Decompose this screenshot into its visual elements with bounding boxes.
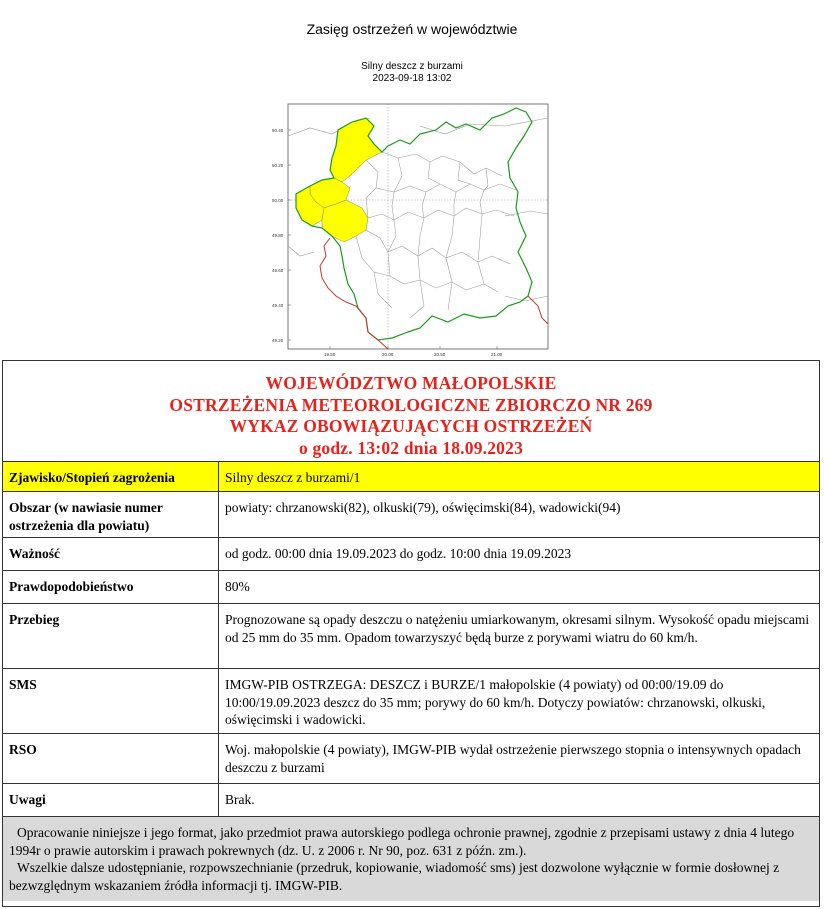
row-label: Uwagi (3, 784, 219, 816)
row-label: Zjawisko/Stopień zagrożenia (3, 462, 219, 491)
page-title: Zasięg ostrzeżeń w województwie (306, 21, 518, 37)
lon-label: 20.50 (434, 352, 446, 357)
row-value: Brak. (225, 792, 255, 807)
lon-label: 19.50 (324, 352, 336, 357)
row-area (3, 492, 819, 538)
warning-header (3, 361, 819, 462)
row-label: Prawdopodobieństwo (3, 571, 219, 603)
lon-label: 20.00 (382, 352, 394, 357)
map-subtitle: Silny deszcz z burzami (361, 61, 463, 72)
copyright-footer (3, 817, 819, 901)
row-label: Ważność (3, 538, 219, 570)
header-title: OSTRZEŻENIA METEOROLOGICZNE ZBIORCZO NR 269 (169, 394, 653, 415)
row-value: 80% (225, 579, 250, 594)
row-label: SMS (3, 669, 219, 733)
warning-map (270, 96, 560, 358)
row-label: Przebieg (3, 604, 219, 668)
row-label: RSO (3, 734, 219, 783)
row-probability (3, 571, 819, 604)
lat-label: 50.40 (272, 128, 284, 133)
lat-label: 50.00 (272, 198, 284, 203)
row-value: od godz. 00:00 dnia 19.09.2023 do godz. 10:00 dnia 19.09.2023 (225, 546, 572, 561)
row-notes (3, 784, 819, 817)
copyright-text: Opracowanie niniejsze i jego format, jako przedmiot prawa autorskiego podlega ochronie prawnej, zgodnie z przepisami ustawy z dnia 4 lutego 1994r o prawie autorskim i prawach pokrewnych (dz. U. z 2006 r. Nr 90, poz. 631 z późn. zm.). (9, 825, 795, 858)
row-sms (3, 669, 819, 734)
map-datetime: 2023-09-18 13:02 (372, 73, 452, 84)
row-value: Silny deszcz z burzami/1 (225, 470, 361, 485)
row-value: IMGW-PIB OSTRZEGA: DESZCZ i BURZE/1 małopolskie (4 powiaty) od 00:00/19.09 do 10:00/19.09.2023 deszcz do 35 mm; porywy do 60 km/h. Dotyczy powiatów: chrzanowski, olkuski, oświęcimski i wadowicki. (225, 677, 766, 727)
row-phenomenon (3, 462, 819, 492)
map-svg (270, 96, 560, 358)
warning-table (2, 360, 820, 907)
row-value: Prognozowane są opady deszczu o natężeniu umiarkowanym, okresami silnym. Wysokość opadu miejscami od 25 mm do 35 mm. Opadom towarzyszyć będą burze z porywami wiatru do 60 km/h. (225, 612, 810, 645)
header-datetime: o godz. 13:02 dnia 18.09.2023 (298, 437, 524, 458)
row-label: Obszar (w nawiasie numer ostrzeżenia dla powiatu) (3, 492, 219, 537)
lat-label: 49.80 (272, 233, 284, 238)
row-validity (3, 538, 819, 571)
redistribution-text: Wszelkie dalsze udostępnianie, rozpowszechnianie (przedruk, kopiowanie, wiadomość sms) jest dozwolone wyłącznie w formie dosłownej z bezwzględnym wskazaniem źródła informacji tj. IMGW-PIB. (9, 860, 780, 893)
header-voivodeship: WOJEWÓDZTWO MAŁOPOLSKIE (265, 373, 557, 393)
lat-label: 49.60 (272, 268, 284, 273)
row-rso (3, 734, 819, 784)
row-value: powiaty: chrzanowski(82), olkuski(79), oświęcimski(84), wadowicki(94) (225, 500, 621, 515)
lat-label: 49.20 (272, 338, 284, 343)
lon-label: 21.00 (491, 352, 503, 357)
lat-label: 50.20 (272, 163, 284, 168)
row-course (3, 604, 819, 669)
row-value: Woj. małopolskie (4 powiaty), IMGW-PIB wydał ostrzeżenie pierwszego stopnia o intensywnych opadach deszczu z burzami (225, 742, 801, 775)
lat-label: 49.40 (272, 303, 284, 308)
header-list-title: WYKAZ OBOWIĄZUJĄCYCH OSTRZEŻEŃ (229, 416, 593, 436)
